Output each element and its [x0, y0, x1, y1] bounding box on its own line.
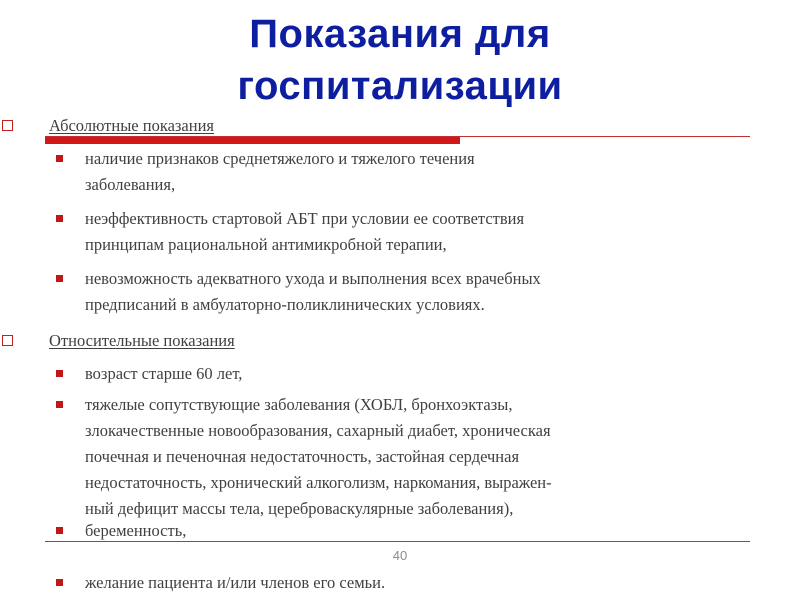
slide-title — [0, 8, 800, 112]
list-item — [0, 361, 800, 387]
square-bullet-icon — [56, 401, 63, 408]
list-item-text: злокачественные новообразования, сахарный диабет, хроническая — [85, 421, 551, 440]
square-bullet-icon — [56, 527, 63, 534]
list-item-text: желание пациента и/или членов его семьи. — [85, 573, 386, 592]
hollow-square-bullet-icon — [2, 120, 13, 131]
list-item-text: принципам рациональной антимикробной терапии, — [85, 235, 447, 254]
list-item-text: беременность, — [85, 521, 187, 540]
list-item — [0, 206, 800, 258]
list-item-text: заболевания, — [85, 175, 176, 194]
section-heading-text: Относительные показания — [49, 331, 235, 350]
square-bullet-icon — [56, 275, 63, 282]
list-item-text: возраст старше 60 лет, — [85, 364, 243, 383]
slide-title-line-1: Показания для — [249, 12, 551, 56]
square-bullet-icon — [56, 370, 63, 377]
list-item-text: неэффективность стартовой АБТ при условии ее соответствия — [85, 209, 525, 228]
list-item-text: предписаний в амбулаторно-поликлинических условиях. — [85, 295, 485, 314]
square-bullet-icon — [56, 215, 63, 222]
footer-rule — [45, 541, 750, 542]
square-bullet-icon — [56, 579, 63, 586]
list-item — [0, 570, 800, 596]
list-item-text: ный дефицит массы тела, цереброваскулярные заболевания), — [85, 499, 514, 518]
slide-title-line-2: госпитализации — [237, 64, 563, 108]
hollow-square-bullet-icon — [2, 335, 13, 346]
list-item — [0, 146, 800, 198]
list-item-text: тяжелые сопутствующие заболевания (ХОБЛ, бронхоэктазы, — [85, 395, 513, 414]
list-item-text: почечная и печеночная недостаточность, застойная сердечная — [85, 447, 520, 466]
list-item — [0, 266, 800, 318]
list-item-text: наличие признаков среднетяжелого и тяжелого течения — [85, 149, 475, 168]
list-item-text: недостаточность, хронический алкоголизм, наркомания, выражен- — [85, 473, 552, 492]
list-item — [0, 392, 800, 522]
list-item-text: невозможность адекватного ухода и выполнения всех врачебных — [85, 269, 541, 288]
accent-bar — [45, 137, 460, 144]
page-number: 40 — [392, 548, 408, 563]
section-heading-text: Абсолютные показания — [49, 116, 215, 135]
square-bullet-icon — [56, 155, 63, 162]
